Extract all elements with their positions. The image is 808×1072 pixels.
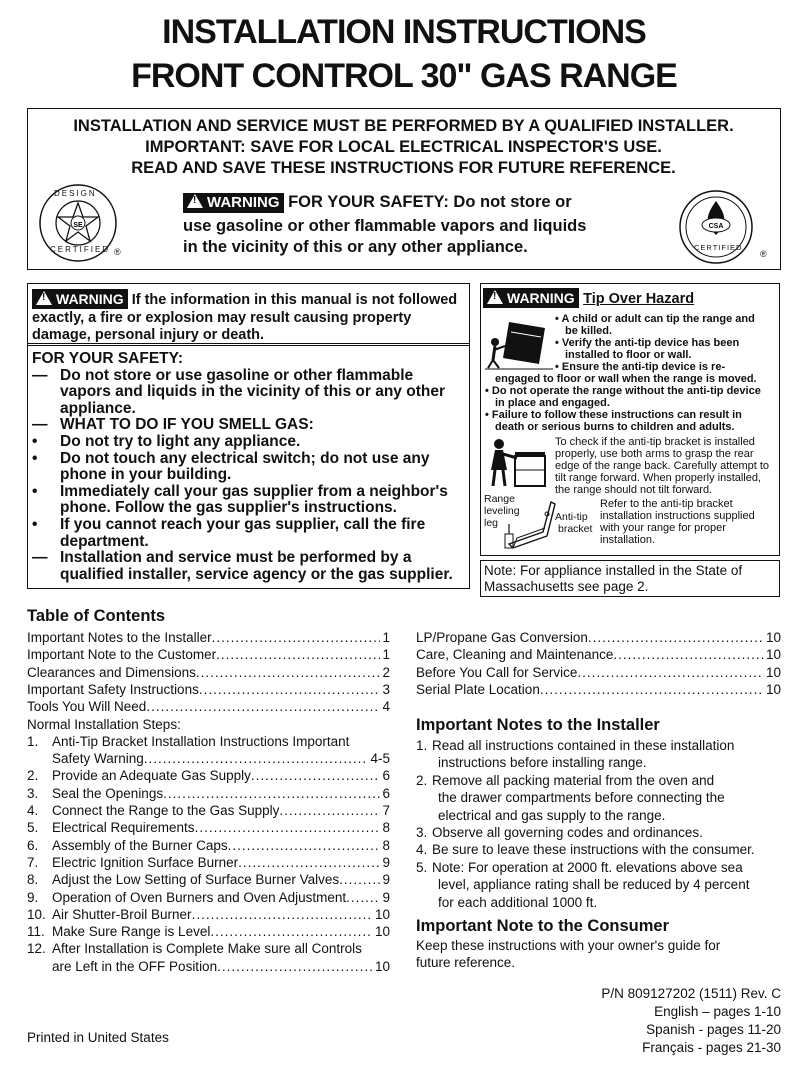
tip-bullet-5: • Failure to follow these instructions can result in: [485, 409, 742, 421]
safety-marker: •: [32, 433, 38, 450]
tilt-check-icon: [485, 436, 551, 488]
printed-in: Printed in United States: [27, 1030, 169, 1045]
tip-check-line4: tilt range forward. When properly installed,: [555, 472, 762, 484]
warning-triangle-icon: [36, 291, 52, 305]
installer-note-line: the drawer compartments before connecting the: [438, 790, 725, 806]
design-certified-seal: [34, 181, 126, 265]
safety-line: Do not store or use gasoline or other flammable: [60, 366, 414, 384]
warning-badge: !WARNING: [483, 288, 579, 308]
installer-note-line: Observe all governing codes and ordinances.: [432, 825, 703, 840]
toc-entry[interactable]: Make Sure Range is Level ..... 10: [52, 923, 390, 940]
label-range: Range: [484, 493, 515, 505]
toc-entry[interactable]: Electrical Requirements ..... 8: [52, 819, 390, 836]
toc-entry[interactable]: Important Safety Instructions ..... 3: [27, 681, 390, 698]
mass-note-line2: Massachusetts see page 2.: [484, 579, 649, 594]
tip-bullet-2b: installed to floor or wall.: [565, 349, 692, 361]
safety-line: appliance.: [60, 399, 136, 417]
tip-check-line2: properly, use both arms to grasp the rear: [555, 448, 754, 460]
spanish-pages: Spanish - pages 11-20: [646, 1022, 781, 1037]
safety-marker: •: [32, 482, 38, 500]
toc-entry[interactable]: After Installation is Complete Make sure all Controls: [52, 941, 362, 957]
consumer-note-line1: Keep these instructions with your owner's guide for: [416, 938, 721, 953]
seal-reg-mark: ®: [114, 247, 121, 257]
notice-line3: READ AND SAVE THESE INSTRUCTIONS FOR FUTURE REFERENCE.: [131, 159, 676, 177]
toc-number: 7.: [27, 854, 39, 870]
french-pages: Français - pages 21-30: [642, 1040, 781, 1055]
part-number: P/N 809127202 (1511) Rev. C: [601, 986, 781, 1001]
toc-number: 5.: [27, 820, 39, 836]
toc-entry[interactable]: Electric Ignition Surface Burner ..... 9: [52, 854, 390, 871]
safety-line: phone in your building.: [60, 466, 232, 484]
note-number: 4.: [416, 842, 428, 858]
safety-warning-line3: in the vicinity of this or any other appliance.: [183, 238, 528, 256]
safety-marker: —: [32, 416, 48, 434]
warning-triangle-icon: [487, 290, 503, 304]
safety-line: Installation and service must be performed by a: [60, 549, 412, 567]
safety-warning-line2: use gasoline or other flammable vapors and liquids: [183, 217, 587, 235]
toc-entry[interactable]: Adjust the Low Setting of Surface Burner Valves ..... 9: [52, 871, 390, 888]
installer-note-line: Be sure to leave these instructions with the consumer.: [432, 842, 755, 858]
label-bracket: bracket: [558, 523, 593, 535]
safety-marker: —: [32, 549, 48, 567]
toc-heading: Table of Contents: [27, 607, 166, 625]
csa-seal-text: CERTIFIED: [694, 243, 743, 252]
toc-number: 8.: [27, 872, 39, 888]
safety-marker: —: [32, 366, 48, 384]
tip-refer-line1: Refer to the anti-tip bracket: [600, 498, 733, 510]
note-number: 1.: [416, 738, 428, 753]
toc-entry[interactable]: Serial Plate Location ..... 10: [416, 681, 781, 698]
consumer-note-heading: Important Note to the Consumer: [416, 917, 670, 935]
csa-certified-seal-icon: [676, 189, 756, 265]
safety-line: FOR YOUR SAFETY:: [32, 350, 183, 367]
toc-number: 12.: [27, 941, 46, 957]
label-leveling: leveling: [484, 505, 520, 517]
toc-entry[interactable]: Before You Call for Service ..... 10: [416, 664, 781, 681]
toc-number: 1.: [27, 733, 39, 749]
fire-warning-line1: !WARNING If the information in this manual is not followed: [32, 289, 457, 309]
consumer-note-line2: future reference.: [416, 955, 516, 970]
installer-notice-box: [27, 108, 781, 270]
installer-note-line: Read all instructions contained in these installation: [432, 738, 735, 753]
toc-entry[interactable]: Important Note to the Customer ..... 1: [27, 646, 390, 663]
fire-warning-line2: exactly, a fire or explosion may result causing property: [32, 310, 412, 326]
toc-entry[interactable]: Operation of Oven Burners and Oven Adjustment ..... 9: [52, 889, 390, 906]
csa-reg-mark: ®: [760, 249, 767, 259]
tip-refer-line3: with your range for proper: [600, 522, 726, 534]
toc-entry[interactable]: are Left in the OFF Position ..... 10: [52, 958, 390, 975]
toc-number: 9.: [27, 889, 39, 905]
warning-triangle-icon: [187, 194, 203, 208]
installer-note-line: Remove all packing material from the oven and: [432, 772, 715, 788]
tip-over-title: Tip Over Hazard: [583, 291, 695, 307]
warning-badge: !WARNING: [183, 193, 284, 213]
svg-text:CSA: CSA: [708, 223, 724, 230]
safety-line: department.: [60, 532, 149, 550]
safety-marker: •: [32, 449, 38, 467]
page-title-line2: FRONT CONTROL 30" GAS RANGE: [131, 57, 677, 95]
toc-number: 11.: [27, 924, 45, 940]
tip-bullet-2: • Verify the anti-tip device has been: [555, 337, 740, 349]
toc-entry[interactable]: Safety Warning ..... 4-5: [52, 750, 390, 767]
gas-safety-box: [27, 343, 470, 589]
safety-line: Immediately call your gas supplier from a neighbor's: [60, 482, 448, 500]
installer-note-line: electrical and gas supply to the range.: [438, 807, 666, 823]
svg-text:SE: SE: [73, 222, 83, 229]
tip-bullet-1b: be killed.: [565, 325, 613, 337]
installer-note-line: level, appliance rating shall be reduced by 4 percent: [438, 877, 750, 893]
safety-line: vapors and liquids in the vicinity of this or any other: [60, 383, 445, 401]
label-antitip: Anti-tip: [555, 511, 588, 523]
tip-bullet-5b: death or serious burns to children and adults.: [495, 421, 735, 433]
tip-bullet-3: • Ensure the anti-tip device is re-: [555, 361, 726, 373]
toc-entry[interactable]: Seal the Openings ..... 6: [52, 785, 390, 802]
tipping-range-icon: [485, 316, 555, 370]
toc-entry[interactable]: Care, Cleaning and Maintenance ..... 10: [416, 646, 781, 663]
toc-number: 4.: [27, 803, 39, 818]
toc-entry[interactable]: Clearances and Dimensions ..... 2: [27, 664, 390, 681]
seal-top-text: DESIGN: [54, 189, 97, 198]
tip-refer-line2: installation instructions supplied: [600, 510, 755, 522]
toc-number: 2.: [27, 768, 39, 784]
toc-entry[interactable]: Anti-Tip Bracket Installation Instructions Important: [52, 733, 350, 749]
toc-entry[interactable]: Assembly of the Burner Caps ..... 8: [52, 837, 390, 854]
tip-over-hazard-box: [480, 283, 780, 556]
tip-check-line3: edge of the range back. Carefully attempt to: [555, 460, 770, 472]
note-number: 5.: [416, 859, 428, 875]
toc-number: 3.: [27, 785, 39, 801]
fire-warning-box: [27, 283, 470, 346]
tip-bullet-4: • Do not operate the range without the anti-tip device: [485, 385, 761, 397]
safety-warning-line1: !WARNING FOR YOUR SAFETY: Do not store or: [183, 193, 572, 213]
toc-entry[interactable]: Normal Installation Steps:: [27, 716, 181, 732]
toc-entry[interactable]: Provide an Adequate Gas Supply ..... 6: [52, 767, 390, 784]
safety-marker: •: [32, 516, 38, 533]
tip-refer-line4: installation.: [600, 534, 656, 546]
tip-check-line5: the range should not tilt forward.: [555, 484, 713, 496]
tip-bullet-1: • A child or adult can tip the range and: [555, 313, 755, 325]
safety-line: WHAT TO DO IF YOU SMELL GAS:: [60, 416, 314, 434]
safety-line: Do not try to light any appliance.: [60, 433, 301, 450]
notice-line1: INSTALLATION AND SERVICE MUST BE PERFORMED BY A QUALIFIED INSTALLER.: [73, 117, 734, 135]
installer-note-line: instructions before installing range.: [438, 755, 647, 771]
massachusetts-note-box: [480, 560, 780, 597]
tip-bullet-4b: in place and engaged.: [495, 397, 610, 409]
toc-entry[interactable]: LP/Propane Gas Conversion ..... 10: [416, 629, 781, 646]
installer-note-line: for each additional 1000 ft.: [438, 894, 598, 910]
anti-tip-bracket-icon: [503, 494, 557, 552]
label-leg: leg: [484, 517, 499, 529]
installer-note-line: Note: For operation at 2000 ft. elevations above sea: [432, 859, 743, 875]
safety-line: qualified installer, service agency or the gas supplier.: [60, 565, 453, 583]
toc-entry[interactable]: Tools You Will Need ..... 4: [27, 698, 390, 715]
mass-note-line1: Note: For appliance installed in the State of: [484, 563, 743, 578]
toc-entry[interactable]: Connect the Range to the Gas Supply ..... 7: [52, 802, 390, 819]
toc-number: 10.: [27, 906, 46, 922]
notice-line2: IMPORTANT: SAVE FOR LOCAL ELECTRICAL INSPECTOR'S USE.: [145, 138, 662, 156]
safety-line: phone. Follow the gas supplier's instructions.: [60, 499, 397, 517]
english-pages: English – pages 1-10: [654, 1004, 781, 1019]
note-number: 3.: [416, 825, 428, 840]
tip-over-header: [483, 288, 694, 308]
seal-bottom-text: CERTIFIED: [50, 245, 111, 254]
toc-number: 6.: [27, 837, 39, 853]
safety-line: If you cannot reach your gas supplier, call the fire: [60, 516, 426, 533]
toc-entry[interactable]: Important Notes to the Installer ..... 1: [27, 629, 390, 646]
csa-certified-seal: [676, 189, 776, 269]
fire-warning-line3: damage, personal injury or death.: [32, 327, 265, 343]
tip-bullet-3b: engaged to floor or wall when the range is moved.: [495, 373, 757, 385]
toc-entry[interactable]: Air Shutter-Broil Burner ..... 10: [52, 906, 390, 923]
safety-line: Do not touch any electrical switch; do not use any: [60, 449, 430, 467]
page-title-line1: INSTALLATION INSTRUCTIONS: [162, 13, 646, 51]
warning-badge: !WARNING: [32, 289, 128, 309]
note-number: 2.: [416, 772, 428, 788]
tip-check-line1: To check if the anti-tip bracket is installed: [555, 436, 755, 448]
installer-notes-heading: Important Notes to the Installer: [416, 716, 660, 734]
